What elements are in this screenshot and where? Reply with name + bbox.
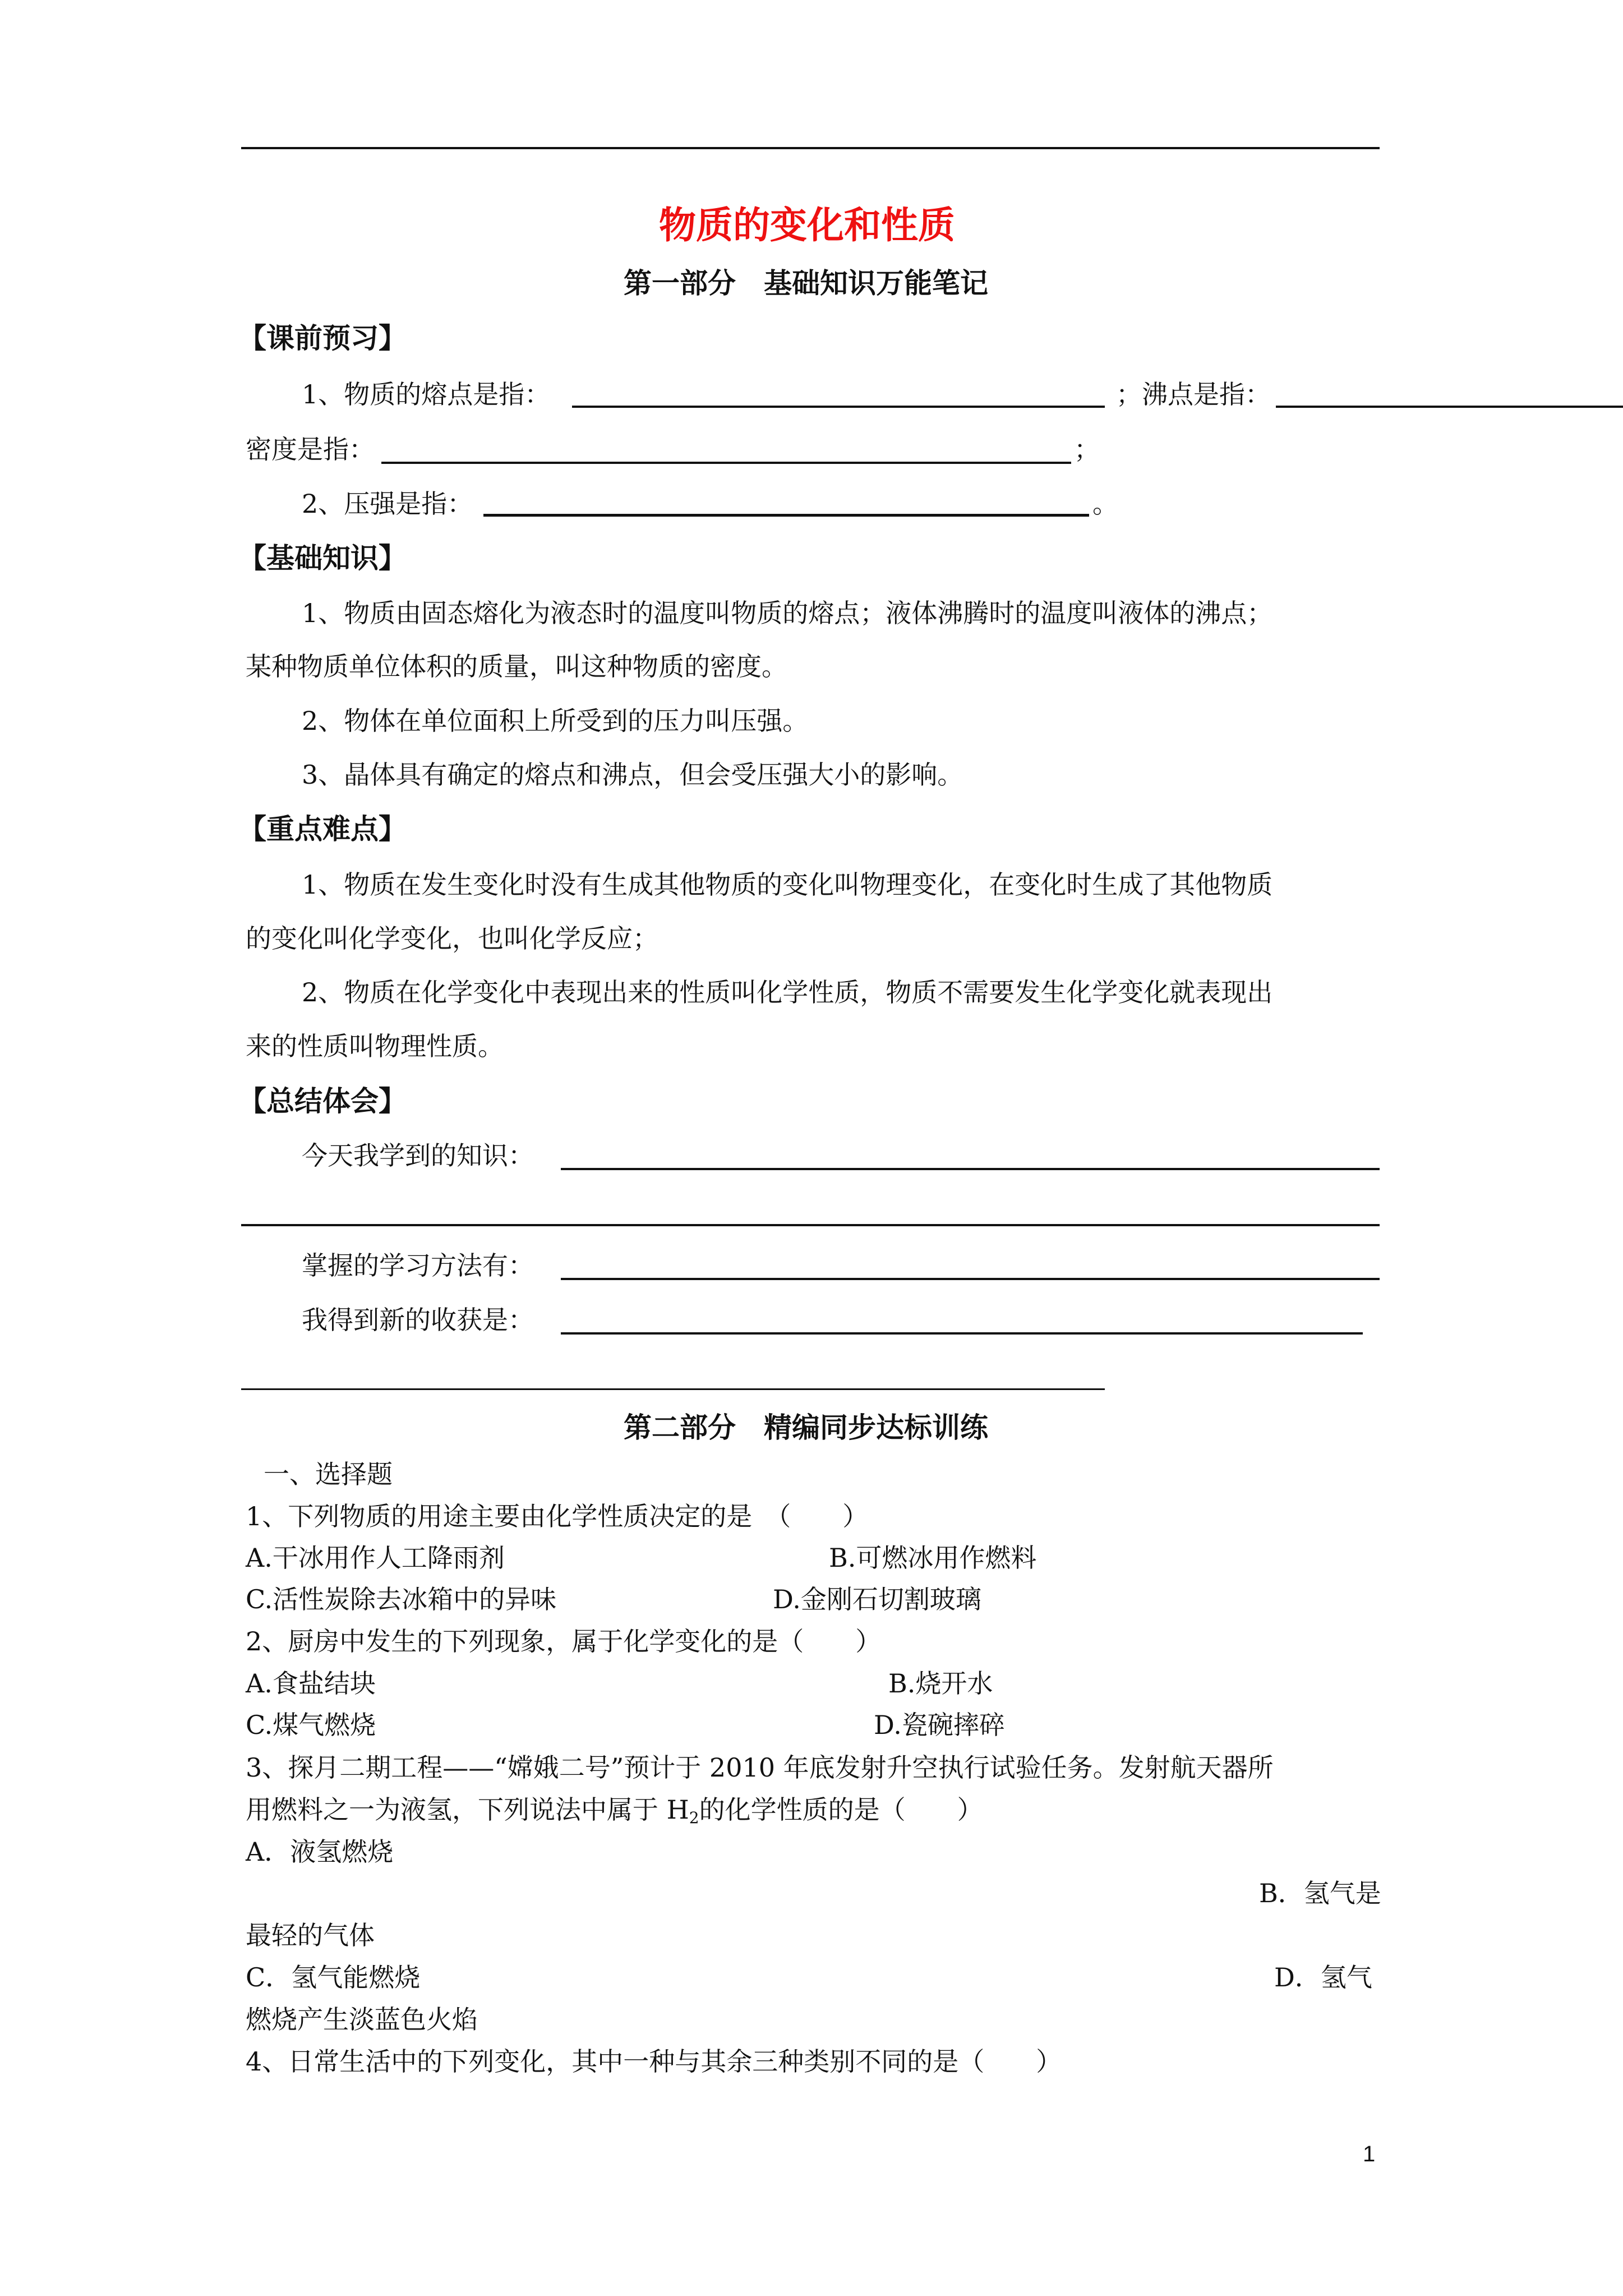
header-rule <box>241 147 1380 149</box>
document-title: 物质的变化和性质 <box>659 203 955 247</box>
q2-option-d[interactable]: D.瓷碗摔碎 <box>874 1710 1005 1740</box>
q1-stem: 1、下列物质的用途主要由化学性质决定的是 （ ） <box>246 1501 869 1531</box>
basics-p1-line1: 1、物质由固态熔化为液态时的温度叫物质的熔点；液体沸腾时的温度叫液体的沸点； <box>302 598 1273 628</box>
q2-stem: 2、厨房中发生的下列现象，属于化学变化的是（ ） <box>246 1626 882 1657</box>
key-p1-line1: 1、物质在发生变化时没有生成其他物质的变化叫物理变化，在变化时生成了其他物质 <box>302 869 1273 900</box>
part1-heading: 第一部分 基础知识万能笔记 <box>624 266 988 300</box>
h2-subscript: 2 <box>689 1809 699 1827</box>
q3-option-d-part2[interactable]: 燃烧产生淡蓝色火焰 <box>246 2004 478 2035</box>
learned-blank-line2[interactable] <box>241 1224 1380 1226</box>
density-label: 密度是指： <box>246 434 375 464</box>
q2-option-c[interactable]: C.煤气燃烧 <box>246 1710 376 1740</box>
basics-p3: 3、晶体具有确定的熔点和沸点，但会受压强大小的影响。 <box>302 760 963 790</box>
q2-option-a[interactable]: A.食盐结块 <box>246 1668 376 1699</box>
q3-stem-line2-b: 的化学性质的是（ ） <box>699 1795 983 1825</box>
learned-label: 今天我学到的知识： <box>302 1140 534 1171</box>
summary-section-label: 【总结体会】 <box>238 1084 407 1117</box>
gain-label: 我得到新的收获是： <box>302 1305 534 1335</box>
pressure-end-mark: 。 <box>1092 489 1118 519</box>
q2-option-b[interactable]: B.烧开水 <box>888 1668 993 1699</box>
density-end-mark: ； <box>1074 434 1100 464</box>
q3-option-c[interactable]: C．氢气能燃烧 <box>246 1962 421 1993</box>
pressure-blank[interactable] <box>483 514 1089 517</box>
q3-stem-line2 <box>246 1795 983 1827</box>
melting-point-blank[interactable] <box>572 406 1105 408</box>
q3-stem-line1: 3、探月二期工程——“嫦娥二号”预计于 2010 年底发射升空执行试验任务。发射航天器所 <box>246 1752 1274 1783</box>
q3-option-a[interactable]: A．液氢燃烧 <box>246 1837 394 1867</box>
key-p1-line2: 的变化叫化学变化，也叫化学反应； <box>246 923 658 954</box>
key-section-label: 【重点难点】 <box>238 812 407 845</box>
q1-option-d[interactable]: D.金刚石切割玻璃 <box>773 1584 981 1614</box>
basics-section-label: 【基础知识】 <box>238 541 407 574</box>
density-blank[interactable] <box>381 462 1071 464</box>
preview-section-label: 【课前预习】 <box>238 321 407 355</box>
key-p2-line1: 2、物质在化学变化中表现出来的性质叫化学性质，物质不需要发生化学变化就表现出 <box>302 977 1273 1007</box>
q3-option-d-part1[interactable]: D．氢气 <box>1274 1962 1372 1993</box>
choice-section-label: 一、选择题 <box>264 1459 393 1489</box>
learned-blank[interactable] <box>561 1168 1380 1170</box>
part2-heading: 第二部分 精编同步达标训练 <box>624 1411 988 1444</box>
basics-p1-line2: 某种物质单位体积的质量，叫这种物质的密度。 <box>246 651 787 682</box>
page-number: 1 <box>1363 2142 1376 2166</box>
key-p2-line2: 来的性质叫物理性质。 <box>246 1031 504 1061</box>
q1-option-a[interactable]: A.干冰用作人工降雨剂 <box>246 1543 505 1573</box>
q1-option-c[interactable]: C.活性炭除去冰箱中的异味 <box>246 1584 557 1614</box>
gain-blank-line2[interactable] <box>241 1388 1105 1390</box>
boiling-point-label: ；沸点是指： <box>1116 379 1271 409</box>
boiling-point-blank[interactable] <box>1276 406 1623 408</box>
q3-stem-line2-a: 用燃料之一为液氢，下列说法中属于 H <box>246 1795 689 1825</box>
q3-option-b-part2[interactable]: 最轻的气体 <box>246 1920 375 1950</box>
gain-blank[interactable] <box>561 1332 1363 1335</box>
q1-option-b[interactable]: B.可燃冰用作燃料 <box>829 1543 1037 1573</box>
q1-melting-point-label: 1、物质的熔点是指： <box>302 379 551 409</box>
method-blank[interactable] <box>561 1278 1380 1280</box>
method-label: 掌握的学习方法有： <box>302 1250 534 1281</box>
q4-stem: 4、日常生活中的下列变化，其中一种与其余三种类别不同的是（ ） <box>246 2046 1062 2077</box>
q2-pressure-label: 2、压强是指： <box>302 489 473 519</box>
q3-option-b-part1[interactable]: B．氢气是 <box>1259 1878 1381 1908</box>
basics-p2: 2、物体在单位面积上所受到的压力叫压强。 <box>302 706 809 736</box>
